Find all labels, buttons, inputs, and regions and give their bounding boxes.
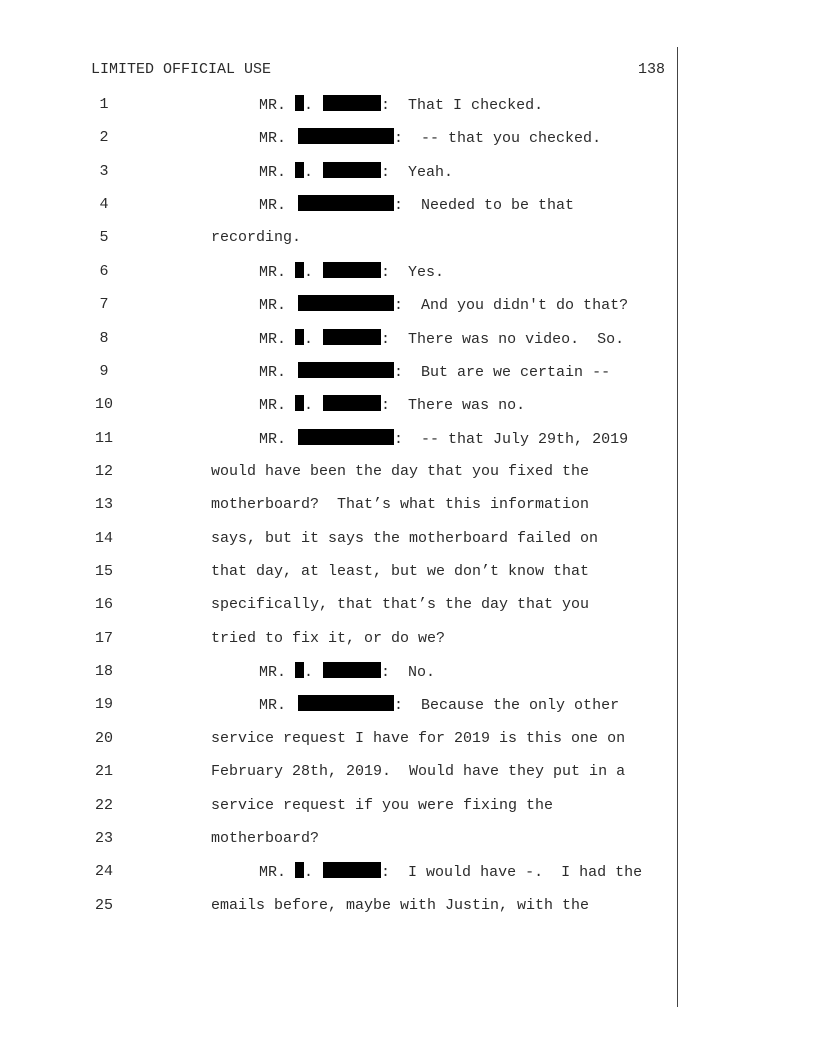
line-text: service request I have for 2019 is this one on	[211, 729, 626, 747]
redaction-bar	[298, 362, 394, 378]
utterance: : There was no video. So.	[381, 330, 625, 348]
speaker-title: MR.	[259, 297, 287, 315]
line-text: emails before, maybe with Justin, with the	[211, 896, 590, 914]
speaker-line	[259, 362, 610, 383]
speaker-line	[259, 695, 619, 716]
line-number: 3	[99, 162, 109, 180]
utterance: : Needed to be that	[394, 197, 575, 215]
utterance: : There was no.	[381, 397, 526, 415]
redaction-bar	[323, 662, 381, 678]
redaction-bar	[323, 95, 381, 111]
line-number: 10	[94, 396, 113, 414]
line-number: 17	[94, 629, 113, 647]
line-number: 13	[94, 496, 113, 514]
transcript-line	[0, 128, 680, 161]
line-text: would have been the day that you fixed the	[211, 462, 590, 480]
line-text: February 28th, 2019. Would have they put in a	[211, 763, 626, 781]
speaker-line: MR. . : No.	[259, 664, 436, 682]
speaker-line	[259, 429, 628, 450]
transcript-line	[0, 529, 680, 562]
transcript-line	[0, 462, 680, 495]
transcript-line	[0, 896, 680, 929]
transcript-line	[0, 395, 680, 428]
speaker-line	[259, 128, 601, 149]
transcript-line	[0, 295, 680, 328]
speaker-title: MR.	[259, 430, 287, 448]
utterance: : No.	[381, 664, 436, 682]
line-number: 20	[94, 729, 113, 747]
line-number: 18	[94, 663, 113, 681]
classification-header: LIMITED OFFICIAL USE	[91, 61, 272, 78]
speaker-title: MR.	[259, 864, 287, 882]
redaction-bar	[298, 195, 394, 211]
redaction-bar	[298, 295, 394, 311]
speaker-title: MR.	[259, 664, 287, 682]
line-number: 24	[94, 863, 113, 881]
line-text: motherboard?	[211, 829, 320, 847]
transcript-line	[0, 829, 680, 862]
line-number: 19	[94, 696, 113, 714]
utterance: : That I checked.	[381, 97, 544, 114]
speaker-title: MR.	[259, 97, 287, 114]
speaker-title: MR.	[259, 263, 287, 281]
line-number: 2	[99, 129, 109, 147]
speaker-title: MR.	[259, 697, 287, 715]
utterance: : And you didn't do that?	[394, 297, 629, 315]
speaker-line: MR. . : Yeah.	[259, 163, 454, 181]
redaction-bar	[298, 695, 394, 711]
utterance: : -- that you checked.	[394, 130, 602, 148]
transcript-line	[0, 796, 680, 829]
transcript-line	[0, 862, 680, 895]
transcript-line	[0, 162, 680, 195]
transcript-line	[0, 429, 680, 462]
transcript-line	[0, 329, 680, 362]
redaction-bar	[295, 862, 304, 878]
redaction-bar	[295, 95, 304, 111]
utterance: : Because the only other	[394, 697, 620, 715]
line-text: tried to fix it, or do we?	[211, 629, 446, 647]
utterance: : Yes.	[381, 263, 445, 281]
redaction-bar	[298, 429, 394, 445]
transcript-line	[0, 228, 680, 261]
transcript-line	[0, 262, 680, 295]
line-number: 7	[99, 296, 109, 314]
speaker-line: MR. . : Yes.	[259, 263, 445, 281]
line-text: motherboard? That’s what this information	[211, 496, 590, 514]
speaker-title: MR.	[259, 363, 287, 381]
redaction-bar	[298, 128, 394, 144]
speaker-title: MR.	[259, 330, 287, 348]
line-number: 16	[94, 596, 113, 614]
line-number: 23	[94, 829, 113, 847]
transcript-line	[0, 595, 680, 628]
transcript-line	[0, 762, 680, 795]
line-number: 9	[99, 362, 109, 380]
line-number: 5	[99, 229, 109, 247]
speaker-line	[259, 295, 628, 316]
line-number: 11	[94, 429, 113, 447]
utterance: : -- that July 29th, 2019	[394, 430, 629, 448]
transcript-line	[0, 729, 680, 762]
line-text: specifically, that that’s the day that you	[211, 596, 590, 614]
line-number: 22	[94, 796, 113, 814]
speaker-title: MR.	[259, 163, 287, 181]
redaction-bar	[323, 262, 381, 278]
line-text: that day, at least, but we don’t know that	[211, 563, 590, 581]
speaker-title: MR.	[259, 397, 287, 415]
line-text: says, but it says the motherboard failed on	[211, 529, 599, 547]
line-text: recording.	[211, 229, 302, 247]
transcript-line	[0, 195, 680, 228]
line-number: 12	[94, 462, 113, 480]
line-number: 15	[94, 563, 113, 581]
transcript-line	[0, 695, 680, 728]
redaction-bar	[295, 329, 304, 345]
line-text: service request if you were fixing the	[211, 796, 554, 814]
line-number: 6	[99, 262, 109, 280]
transcript-line	[0, 95, 680, 128]
redaction-bar	[295, 262, 304, 278]
page-number: 138	[638, 61, 666, 78]
line-number: 1	[99, 96, 109, 113]
redaction-bar	[323, 862, 381, 878]
transcript-line	[0, 362, 680, 395]
transcript-line	[0, 662, 680, 695]
redaction-bar	[295, 395, 304, 411]
speaker-line	[259, 195, 574, 216]
transcript-line	[0, 562, 680, 595]
speaker-title: MR.	[259, 130, 287, 148]
utterance: : Yeah.	[381, 163, 454, 181]
redaction-bar	[323, 395, 381, 411]
line-number: 4	[99, 196, 109, 214]
transcript-line	[0, 629, 680, 662]
speaker-title: MR.	[259, 197, 287, 215]
line-number: 25	[94, 896, 113, 914]
speaker-line: MR. . : There was no video. So.	[259, 330, 625, 348]
speaker-line: MR. . : That I checked.	[259, 97, 544, 114]
redaction-bar	[295, 662, 304, 678]
utterance: : I would have -. I had the	[381, 864, 643, 882]
line-number: 8	[99, 329, 109, 347]
transcript-line	[0, 495, 680, 528]
redaction-bar	[295, 162, 304, 178]
speaker-line: MR. . : I would have -. I had the	[259, 864, 643, 882]
speaker-line: MR. . : There was no.	[259, 397, 526, 415]
redaction-bar	[323, 162, 381, 178]
utterance: : But are we certain --	[394, 363, 611, 381]
redaction-bar	[323, 329, 381, 345]
line-number: 21	[94, 763, 113, 781]
line-number: 14	[94, 529, 113, 547]
